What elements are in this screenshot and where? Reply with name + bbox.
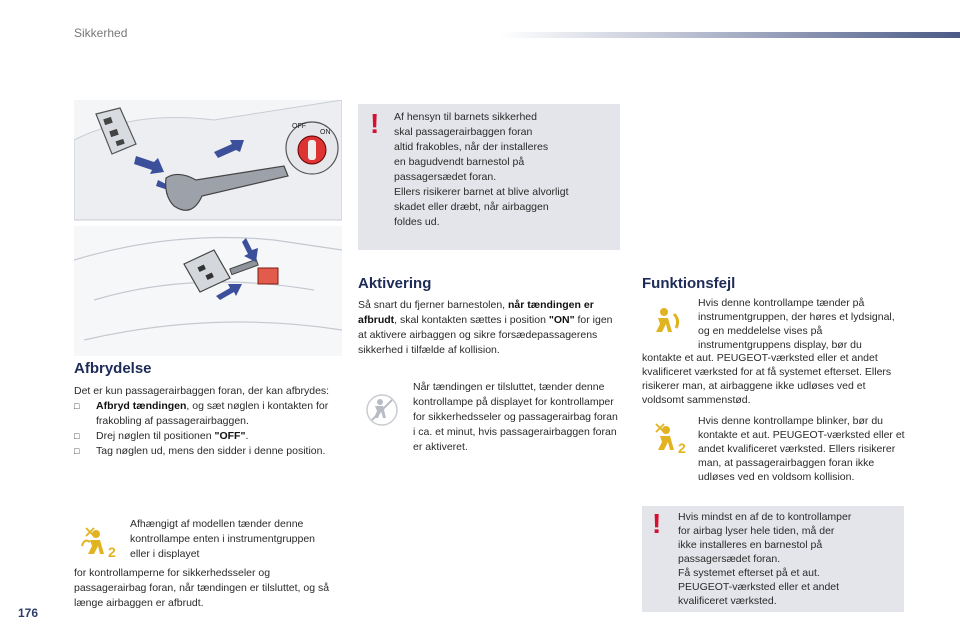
- svg-text:OFF: OFF: [292, 123, 306, 130]
- off-lamp-note-bottom: for kontrollamperne for sikkerhedsseler og passagerairbag foran, når tændingen er tilsluttet, og så længe airbaggen er afbrudt.: [74, 567, 330, 609]
- airbag-switch-illustration: [74, 100, 342, 356]
- warning-box-top: [358, 104, 620, 250]
- header-bar: [500, 32, 960, 38]
- aktivering-text: Så snart du fjerner barnestolen, når tændingen er afbrudt, skal kontakten sættes i position "ON" for igen at aktivere airbaggen og sikre forsædepassagerens sikkerhed i tilfælde af kollision.: [358, 299, 613, 356]
- svg-text:2: 2: [108, 544, 116, 560]
- square-bullet-icon: □: [74, 401, 80, 411]
- warning-bottom-text: Hvis mindst en af de to kontrollamper for airbag lyser hele tiden, må der ikke installeres en barnestol på passagersædet foran. Få systemet efterset på et aut. PEUGEOT-værksted eller et andet kvalificeret værksted.: [678, 511, 852, 607]
- warning-top-text: Af hensyn til barnets sikkerhed skal passagerairbaggen foran altid frakobles, når der installeres en bagudvendt barnestol på passagersædet foran. Ellers risikerer barnet at blive alvorligt skadet eller dræbt, når airbaggen foldes ud.: [394, 111, 569, 228]
- svg-text:ON: ON: [320, 129, 331, 136]
- funktionsfejl-heading: Funktionsfejl: [642, 275, 736, 292]
- fault-text-top: Hvis denne kontrollampe tænder på instrumentgruppen, der høres et lydsignal, og en meddelelse vises på instrumentgruppens display, bør du: [698, 297, 895, 351]
- off-lamp-note-top: Afhængigt af modellen tænder denne kontrollampe enten i instrumentgruppen eller i displayet: [130, 518, 316, 560]
- exclamation-icon: !: [370, 108, 380, 139]
- aktivering-heading: Aktivering: [358, 275, 432, 292]
- list-item: □ Tag nøglen ud, mens den sidder i denne position.: [74, 445, 326, 457]
- fault-text-bottom: kontakte et aut. PEUGEOT-værksted eller et andet kvalificeret værksted for at få systemet efterset. Ellers risikerer man, at airbaggene ikke udløses ved et voldsomt sammenstød.: [642, 352, 892, 406]
- blink-text: Hvis denne kontrollampe blinker, bør du kontakte et aut. PEUGEOT-værksted eller et andet kvalificeret værksted. Ellers risikerer man, at passagerairbaggen foran ikke udløses ved en voldsom kollision.: [698, 415, 905, 483]
- on-lamp-text: Når tændingen er tilsluttet, tænder denne kontrollampe på displayet for kontrollamper for sikkerhedsseler og passagerairbag foran i ca. et minut, hvis passagerairbaggen foran er aktiveret.: [413, 381, 618, 453]
- svg-text:2: 2: [678, 440, 686, 456]
- airbag-off-lamp-icon: [650, 420, 690, 461]
- airbag-on-lamp-icon: [364, 392, 400, 433]
- afbrydelse-text: [74, 384, 336, 459]
- afbrydelse-heading: Afbrydelse: [74, 360, 152, 377]
- section-title: Sikkerhed: [74, 26, 128, 40]
- afbrydelse-intro: Det er kun passagerairbaggen foran, der kan afbrydes:: [74, 385, 330, 397]
- page-number: 176: [18, 606, 39, 620]
- list-item: □ Afbryd tændingen, og sæt nøglen i kontakten for frakobling af passagerairbaggen.: [74, 400, 329, 427]
- square-bullet-icon: □: [74, 431, 80, 441]
- warning-box-bottom: [642, 506, 904, 612]
- list-item: □ Drej nøglen til positionen "OFF".: [74, 430, 249, 442]
- exclamation-icon: !: [652, 508, 662, 539]
- square-bullet-icon: □: [74, 446, 80, 456]
- airbag-fault-lamp-icon: [650, 306, 684, 341]
- airbag-switch-icon: [286, 122, 338, 174]
- airbag-off-lamp-icon: [80, 524, 120, 565]
